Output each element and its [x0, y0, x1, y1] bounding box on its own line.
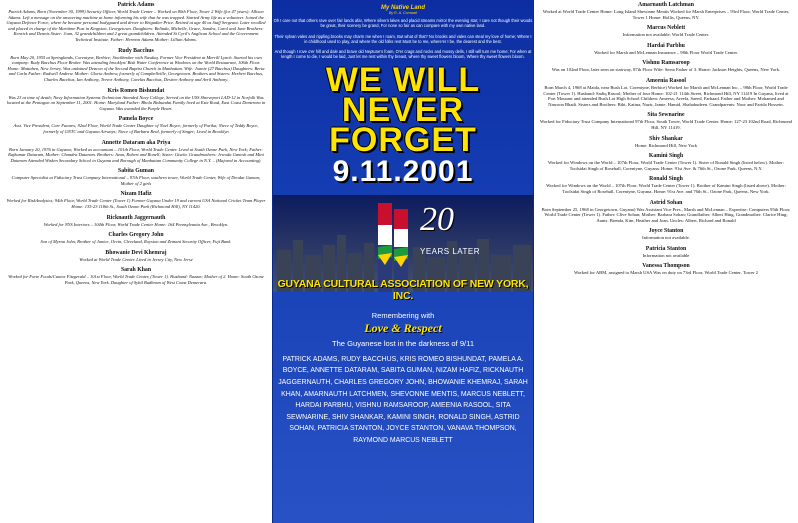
victim-name: Ronald Singh [649, 176, 683, 183]
poem-stanza-2: Their sylvan vales and rippling brooks may charm me when I roam, But what of that? No brooks and vales can steal my love of home; Where I in childhood used to play, and where the old folks rest Must be to me, where'er I be, the dearest and the best. [274, 33, 532, 44]
victim-name: Patrick Adams [117, 2, 155, 8]
victim-name: Joyce Stanton [648, 228, 684, 235]
victim-name: Sabita Guman [118, 168, 154, 175]
victim-bio: Information not available; World Trade Center. [622, 32, 710, 38]
victim-name: Marcus Neblett [646, 25, 686, 32]
victim-bio: Worked for Windows on the World – 107th Floor, World Trade Center (Tower 1). Brother of Kamini Singh (listed above). Mother: Toolsidai Singh of Rosehall, Corentyne, Guyana. Home: 91st Ave. and 76th St., Ozone Park, Queens, New York. [546, 183, 786, 194]
memorial-date: 9.11.2001 [332, 154, 474, 188]
bio-entry [540, 263, 792, 276]
bio-entry [6, 191, 266, 209]
victim-bio: Worked for Windows on the World – 107th Floor, World Trade Center (Tower 1). Sister of Ronald Singh (listed below). Mother: Toolsidai Singh of Rosehall, Corentyne, Guyana. Home: 91st Ave. & 76th St., Ozone Park, Queens, N.Y. [548, 160, 784, 171]
memorial-poster [272, 0, 534, 523]
bio-entry [6, 232, 266, 245]
bio-entry [540, 43, 792, 56]
bio-entry [6, 2, 266, 43]
poem-stanza-3: And though I rove o'er hill and dale and brave old Neptune's foam, O'er crags and rocks and mossy dells, I still will turn me home; For when at length I come to die, I would be laid, Just let me rest within thy breast, where thy sweet flowers bloom, Where thy sweet flowers bloom. [274, 49, 532, 60]
headline-we-will: WE WILL [325, 60, 481, 99]
headline-forget: FORGET [329, 120, 477, 159]
bio-entry [540, 200, 792, 224]
remembering-with: Remembering with [371, 310, 435, 320]
victim-bio: Born January 20, 1976 in Guyana; Worked as accountant – 101th Floor, World Trade Center. Lived at South Ozone Park, New York; Father: Rajkumar Dataram, Mother: Chandra Dataram. Brothers: Avan, Robert and Ronell; Sister: Gisela. Grandmothers: Jewoda Ganesh and Mini Dataram Attended Wisken Secondary School in Guyana and Borough of Manhattan Community College in N.Y. – (Majored in Accounting). [8, 146, 264, 163]
poem-stanza-1: Oh I care not that others rave over fair lands afar, Where silvern lakes and placid streams mirror the evening star; I care not though their woods be great, their scenery be grand, For none so fair as can compare with my own native land. [273, 18, 533, 29]
victim-bio: Born September 25, 1968 in Georgetown, Guyana) Was Assistant Vice Pres., Marsh and McLennan – Expertise: Computers 95th Floor, World Trade Center (Tower 1). Father: Clive Sohan; Mother: Barbara Sohan; Grandfather: Albert Hing, Grandmother: Clarice Hing; Aunts: Brenda, Kim, Heather and Joan. Uncles: Albert, Richard and Ronald [541, 206, 791, 223]
love-and-respect: Love & Respect [364, 320, 442, 335]
victim-bio: Worked for RiskAnalytics; 94th Floor, World Trade Center (Tower 1) Former Guyana Under 19 and current USA National Cricket Team Player Home: 135-23 118th St., South Ozone Park (Richmond Hill), NY 11420. [6, 198, 266, 210]
victim-name: Pamela Boyce [118, 116, 154, 123]
poem-author: By R. A. Cornwall [388, 11, 418, 15]
bio-entry [6, 116, 266, 134]
bio-entry [540, 228, 792, 241]
years-number: 20 [420, 200, 454, 238]
victim-bio: Information not available [642, 252, 690, 258]
headline-never: NEVER [341, 90, 465, 129]
lost-in-darkness-line: The Guyanese lost in the darkness of 9/11 [331, 338, 475, 348]
bio-entry [540, 2, 792, 20]
association-name: GUYANA CULTURAL ASSOCIATION OF NEW YORK, INC. [277, 277, 529, 302]
victim-name: Sarah Khan [120, 267, 152, 274]
victim-bio: Worked for Forte Foods/Cantor Fitzgerald – 101st Floor, World Trade Center, (Tower 1). Husband: Nazam; Mother of 2. Home: South Ozone Park, Queens, New York. Daughter of Sybil Budhram of West Coast Demerara. [8, 274, 264, 286]
victim-name: Sita Sewnarine [647, 112, 685, 119]
bio-entry [6, 250, 266, 263]
victim-name: Charles Gregory John [108, 232, 164, 239]
victim-name: Annette Dataram aka Priya [101, 139, 171, 146]
bio-entry [540, 246, 792, 259]
victim-bio: Born May 20, 1955 at Springlands, Corentyne, Berbice; Stockbroker with Nasdaq. Former Vice President at Merrill Lynch. Started his own company: Rudy Bacchus Floor Broker. Was attending brooklyn/ Bisk Water Conference at Windows on the World Restaurant, 106th Floor. Home: Mattahen, New Jersey. Was ordained Deacon of the Second Baptist Church in Manhattan. Wife: Joanie (27 Bacchus) Daughters: Berta and Carla Father: Rudwell Andrew. Mother: Gloria Andrew, formerly of Campbellville, Georgetown. Brothers and Sisters: Herbert Bacchus, Charles Bacchus, Ian Anthony, Trevor Anthony, Cavelas Bacchus, Desiree Anthony and Avril Anthony. [7, 54, 265, 82]
victim-bio: Patrick Adams, Born (November 30, 1999) Security Officer, World Trade Center – Worked on 80th Floor, Tower 2 Wife (for 47 years): Allison Adams. Left a message on the answering machine at home informing his wife that he was trapped. Started Army life as a volunteer. Joined the Guyana Defence Force, where he became personal bodyguard and driver to Brigadier Price. Retired at age 40 as Staff Sergeant. Later recalled and placed in charge of the Maritime Post in Kingston, Georgetown. Daughters: Belinda, Michelle, Grace, Sandra, Carol and June Brothers: Kenrick and Dennis Sister: Joan, 32 grandchildren and 2 great grandchildren. Attended St Cyril's Anglican School and the Government Technical Institute. Father: Hermon Adams Mother: Lillian Adams. [6, 9, 266, 42]
bio-entry [6, 48, 266, 83]
victim-name: Astrid Sohan [649, 199, 683, 206]
bio-entry [6, 267, 266, 285]
victim-name: Ricknauth Jaggernauth [106, 214, 166, 221]
victim-bio: Information not available. [642, 235, 690, 241]
bio-entry [6, 140, 266, 164]
bio-entry [540, 176, 792, 194]
victim-name: Bhowanie Devi Khemraj [105, 249, 167, 256]
bio-entry [6, 215, 266, 228]
victim-name: Hardai Parbhu [647, 42, 685, 49]
victim-bio: Worked for Fiduciary Trust Company International 97th Floor, South Tower, World Trade Center. Home: 127-23 102nd Road, Richmond Hill, NY 11419. [540, 119, 792, 130]
victim-name: Rudy Bacchus [118, 47, 154, 54]
bio-entry [540, 78, 792, 107]
victim-bio: Worked at World Trade Center Home: Long Island Shevonne Mentis Worked for Marsh Enterprises – 93rd Floor, World Trade Center, Tower 1 Home: Hollis, Queens, NY. [542, 9, 790, 20]
victim-bio: Worked for NYS Interiors – 104th Floor, World Trade Center Home: 164 Pennsylvania Ave., Brooklyn. [43, 221, 229, 227]
victim-name: Ameenia Rasool [645, 77, 687, 84]
right-bio-column [534, 0, 798, 523]
left-bio-column [0, 0, 272, 523]
bio-entry [540, 112, 792, 130]
victim-bio: Home: Richmond Hill, New York [634, 142, 697, 148]
victim-name: Shiv Shankar [649, 135, 683, 142]
years-later-label: YEARS LATER [420, 246, 481, 256]
victim-bio: Worked for Marsh and McLennan Insurance – 98th Floor World Trade Center. [594, 49, 738, 55]
victim-bio: Worked for ABM, assigned to Marsh USA Was on duty on 73rd Floor, World Trade Center, Tower 2 [574, 270, 758, 276]
victim-name: Kris Romeo Bishundat [107, 87, 165, 94]
victim-name: Patricia Stanton [645, 245, 687, 252]
victim-bio: Was on 102nd Floor, later seen on stairway, 87th Floor Wife: Seeta Father of 3. Home: Jackson Heights, Queens, New York. [551, 67, 781, 73]
poem-title: My Native Land [380, 5, 425, 11]
bio-entry [540, 25, 792, 38]
bio-entry [540, 136, 792, 149]
victim-names-list: PATRICK ADAMS, RUDY BACCHUS, KRIS ROMEO BISHUNDAT, PAMELA A. BOYCE, ANNETTE DATARAM, SABITA GUMAN, NIZAM HAFIZ, RICKNAUTH JAGGERNAUTH, CHARLES GREGORY JOHN, BHOWANIE KHEMRAJ, SARAH KHAN, AMARNAUTH LATCHMEN, SHEVONNE MENTIS, MARCUS NEBLETT, HARDAI PARBHU, VISHNU RAMSAROOP, AMEENIA RASOOL, SITA SEWNARINE, SHIV SHANKAR, KAMINI SINGH, RONALD SINGH, ASTRID SOHAN, PATRICIA STANTON, JOYCE STANTON, VANAVA THOMPSON, RAYMOND MARCUS NEBLETT [278, 355, 528, 444]
bio-entry [540, 60, 792, 73]
victim-bio: Computer Specialist at Fiduciary Trust Company International – 97th Floor, southern tower, World Trade Center, Wife of Deodat Guman; Mother of 2 girls [11, 175, 261, 186]
victim-bio: Born March 4, 1968 at Maida, near Bush Lot, Corentyne, Berbice) Worked for Marsh and McLennan Inc. – 98th Floor, World Trade Center (Tower 1). Husband: Sadiq Rasool; Mother of four Home: 102-21 114th Street, Richmond Hill, NY 11419 In Guyana, lived at Port Mourant and attended Bush Lot High School Children: Ameesa, Areefa, Saeed, Farhaad. Father and Mother: Mohamed and Nasroon Bhadi. Sisters and Brothers: Bibi, Katina, Nazir, Jamie, Hamid. Shahabudeen. Grandparents: Noor and Farida Hossein. [543, 84, 789, 107]
victim-bio: Worked at World Trade Center. Lived in Jersey City, New Jerse [79, 256, 193, 262]
victim-name: Kamini Singh [648, 153, 684, 160]
victim-name: Vanessa Thompson [642, 263, 690, 270]
victim-name: Nizam Hafiz [120, 191, 152, 198]
bio-entry [6, 168, 266, 186]
victim-bio: Son of Myrna John, Brother of Janice, Orvin, Cleveland, Royston and Zemani Security Officer, Fuji Bank. [40, 239, 232, 245]
victim-bio: Was 23 at time of death; Navy Information Systems Technician Attended Navy College, Served on the USS Shreveport LAD-12 in Norfolk Was located at the Pentagon on September 11, 2001. Home: Maryland Father: Bhola Bishundat Family lived at Este Road, East Coast Demerara in Guyana. Was awarded the Purple Heart. [6, 94, 266, 111]
bio-entry [540, 153, 792, 171]
victim-bio: Asst. Vice President, Carr Futures; 92nd Floor, World Trade Center Daughter of Noel Boyce, formerly of Parika; Niece of Teddy Boyce, formerly of GNTC and Guyana Airways; Niece of Barbara Reid, formerly of Singer; Lived in Brooklyn [13, 123, 259, 134]
victim-name: Amarnauth Latchman [638, 2, 694, 8]
bio-entry [6, 88, 266, 112]
victim-name: Vishnu Ramsaroop [642, 60, 690, 67]
